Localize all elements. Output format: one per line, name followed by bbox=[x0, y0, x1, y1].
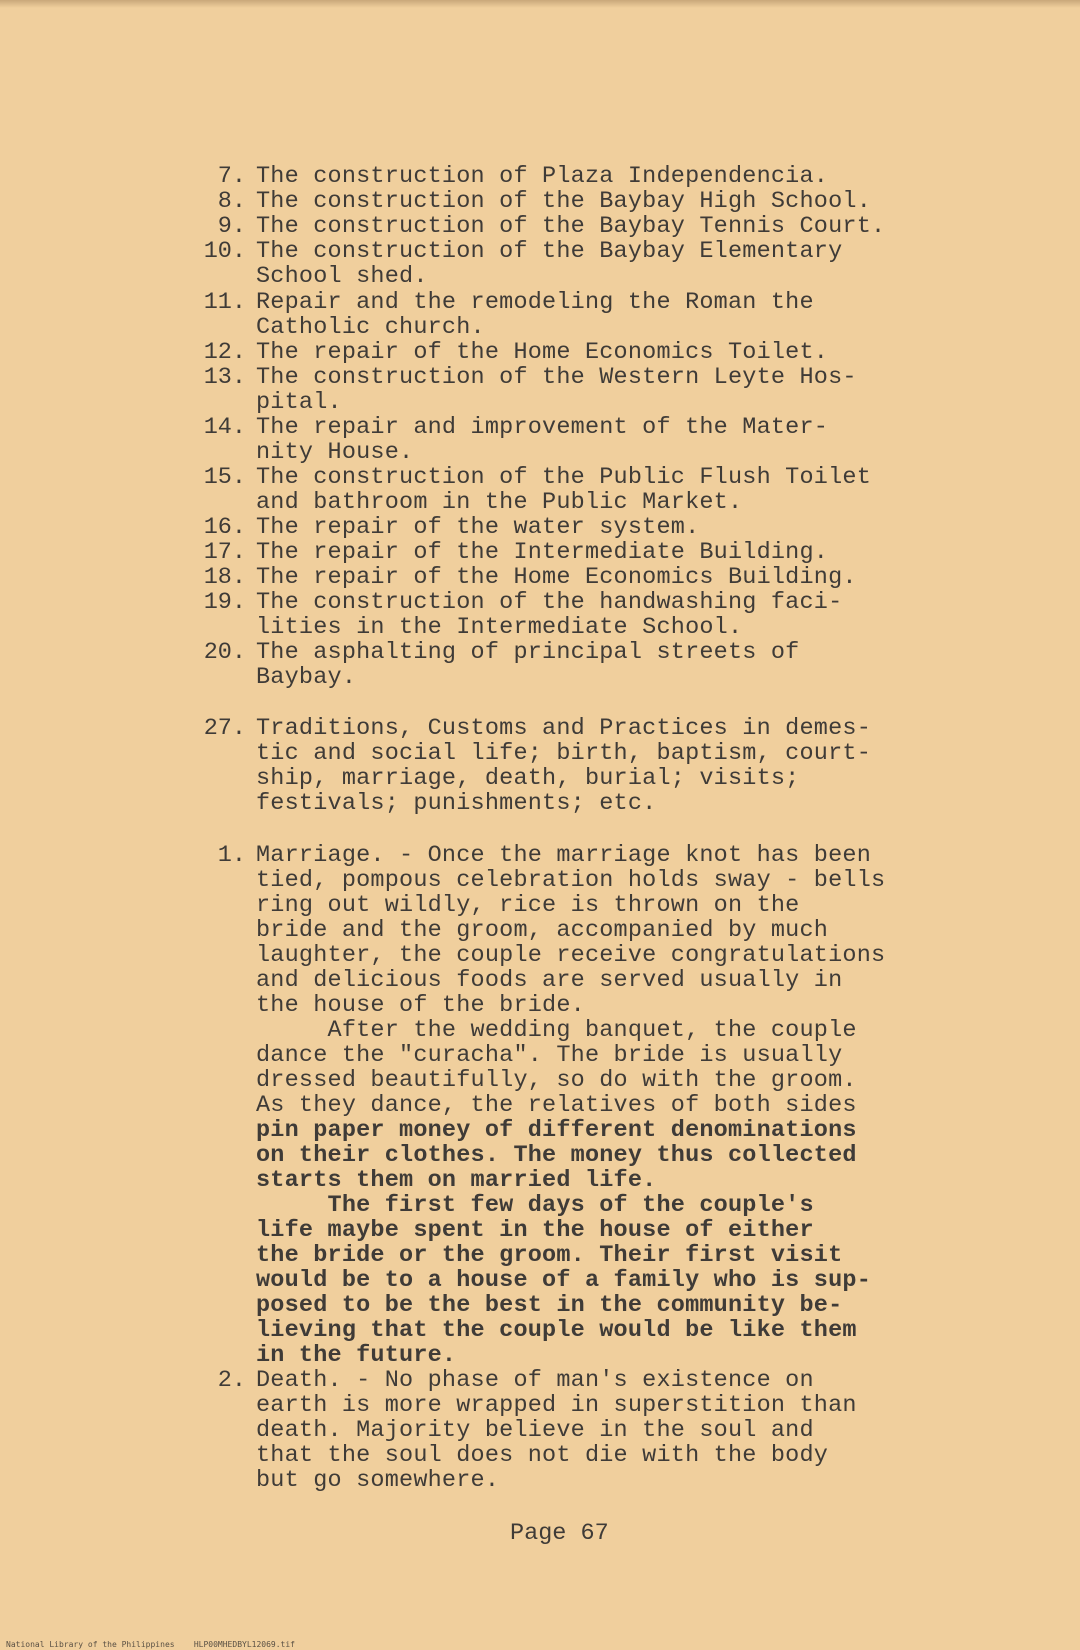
list-item-text: The asphalting of principal streets of bbox=[256, 639, 800, 666]
paragraph-line: posed to be the best in the community be- bbox=[256, 1292, 843, 1319]
paragraph-line: tied, pompous celebration holds sway - bells bbox=[256, 867, 886, 894]
paragraph-line: death. Majority believe in the soul and bbox=[256, 1417, 814, 1444]
paragraph-line: laughter, the couple receive congratulations bbox=[256, 942, 886, 969]
list-item-text: Catholic church. bbox=[256, 314, 485, 341]
list-item-text: The repair of the water system. bbox=[256, 514, 700, 541]
list-item-text: The repair of the Intermediate Building. bbox=[256, 539, 829, 566]
list-item-text: nity House. bbox=[256, 439, 414, 466]
list-number: 18. bbox=[203, 564, 246, 591]
paragraph-line: After the wedding banquet, the couple bbox=[256, 1017, 857, 1044]
paragraph-line: bride and the groom, accompanied by much bbox=[256, 917, 829, 944]
list-item-text: The construction of the Western Leyte Hos- bbox=[256, 364, 857, 391]
paragraph-line: in the future. bbox=[256, 1342, 457, 1369]
paragraph-line: on their clothes. The money thus collected bbox=[256, 1142, 857, 1169]
archive-footer: National Library of the Philippines HLP00MHEDBYL12069.tif bbox=[6, 1640, 295, 1649]
list-number: 16. bbox=[203, 514, 246, 541]
list-number: 20. bbox=[203, 639, 246, 666]
paragraph-line: Death. - No phase of man's existence on bbox=[256, 1367, 814, 1394]
list-number: 13. bbox=[203, 364, 246, 391]
list-item-text: The construction of the handwashing faci- bbox=[256, 589, 843, 616]
paragraph-line: the bride or the groom. Their first visit bbox=[256, 1242, 843, 1269]
list-number: 19. bbox=[203, 589, 246, 616]
paragraph-line: life maybe spent in the house of either bbox=[256, 1217, 814, 1244]
paragraph-line: starts them on married life. bbox=[256, 1167, 657, 1194]
paragraph-line: dressed beautifully, so do with the groom. bbox=[256, 1067, 857, 1094]
list-item-text: School shed. bbox=[256, 263, 428, 290]
section-heading-line: tic and social life; birth, baptism, court- bbox=[256, 740, 871, 767]
list-item-text: lities in the Intermediate School. bbox=[256, 614, 743, 641]
list-number: 7. bbox=[217, 163, 246, 190]
paragraph-line: ring out wildly, rice is thrown on the bbox=[256, 892, 800, 919]
section-heading-line: Traditions, Customs and Practices in demes- bbox=[256, 715, 871, 742]
list-number: 8. bbox=[217, 188, 246, 215]
section-heading-line: festivals; punishments; etc. bbox=[256, 790, 657, 817]
list-number: 9. bbox=[217, 213, 246, 240]
list-item-text: and bathroom in the Public Market. bbox=[256, 489, 743, 516]
list-item-text: Baybay. bbox=[256, 664, 357, 691]
section-number: 27. bbox=[203, 715, 246, 742]
list-number: 11. bbox=[203, 289, 246, 316]
paragraph-line: the house of the bride. bbox=[256, 992, 585, 1019]
list-item-text: The repair and improvement of the Mater- bbox=[256, 414, 829, 441]
list-item-text: The construction of the Baybay High School. bbox=[256, 188, 871, 215]
paragraph-line: but go somewhere. bbox=[256, 1467, 500, 1494]
list-number: 15. bbox=[203, 464, 246, 491]
paragraph-line: As they dance, the relatives of both sides bbox=[256, 1092, 857, 1119]
list-item-text: The construction of the Baybay Tennis Court. bbox=[256, 213, 886, 240]
paragraph-line: dance the "curacha". The bride is usually bbox=[256, 1042, 843, 1069]
list-number: 14. bbox=[203, 414, 246, 441]
subsection-number: 2. bbox=[217, 1367, 246, 1394]
list-number: 17. bbox=[203, 539, 246, 566]
list-item-text: Repair and the remodeling the Roman the bbox=[256, 289, 814, 316]
list-item-text: The repair of the Home Economics Toilet. bbox=[256, 339, 829, 366]
section-heading-line: ship, marriage, death, burial; visits; bbox=[256, 765, 800, 792]
paragraph-line: Marriage. - Once the marriage knot has been bbox=[256, 842, 871, 869]
list-item-text: The construction of the Public Flush Toilet bbox=[256, 464, 871, 491]
paragraph-line: and delicious foods are served usually in bbox=[256, 967, 843, 994]
paragraph-line: that the soul does not die with the body bbox=[256, 1442, 829, 1469]
list-item-text: pital. bbox=[256, 389, 342, 416]
paragraph-line: lieving that the couple would be like them bbox=[256, 1317, 857, 1344]
paragraph-line: The first few days of the couple's bbox=[256, 1192, 814, 1219]
list-number: 12. bbox=[203, 339, 246, 366]
list-item-text: The construction of the Baybay Elementary bbox=[256, 238, 843, 265]
paragraph-line: pin paper money of different denominations bbox=[256, 1117, 857, 1144]
subsection-number: 1. bbox=[217, 842, 246, 869]
list-item-text: The construction of Plaza Independencia. bbox=[256, 163, 829, 190]
list-item-text: The repair of the Home Economics Building. bbox=[256, 564, 857, 591]
list-number: 10. bbox=[203, 238, 246, 265]
paragraph-line: earth is more wrapped in superstition than bbox=[256, 1392, 857, 1419]
page-number: Page 67 bbox=[510, 1520, 609, 1547]
paragraph-line: would be to a house of a family who is sup- bbox=[256, 1267, 871, 1294]
